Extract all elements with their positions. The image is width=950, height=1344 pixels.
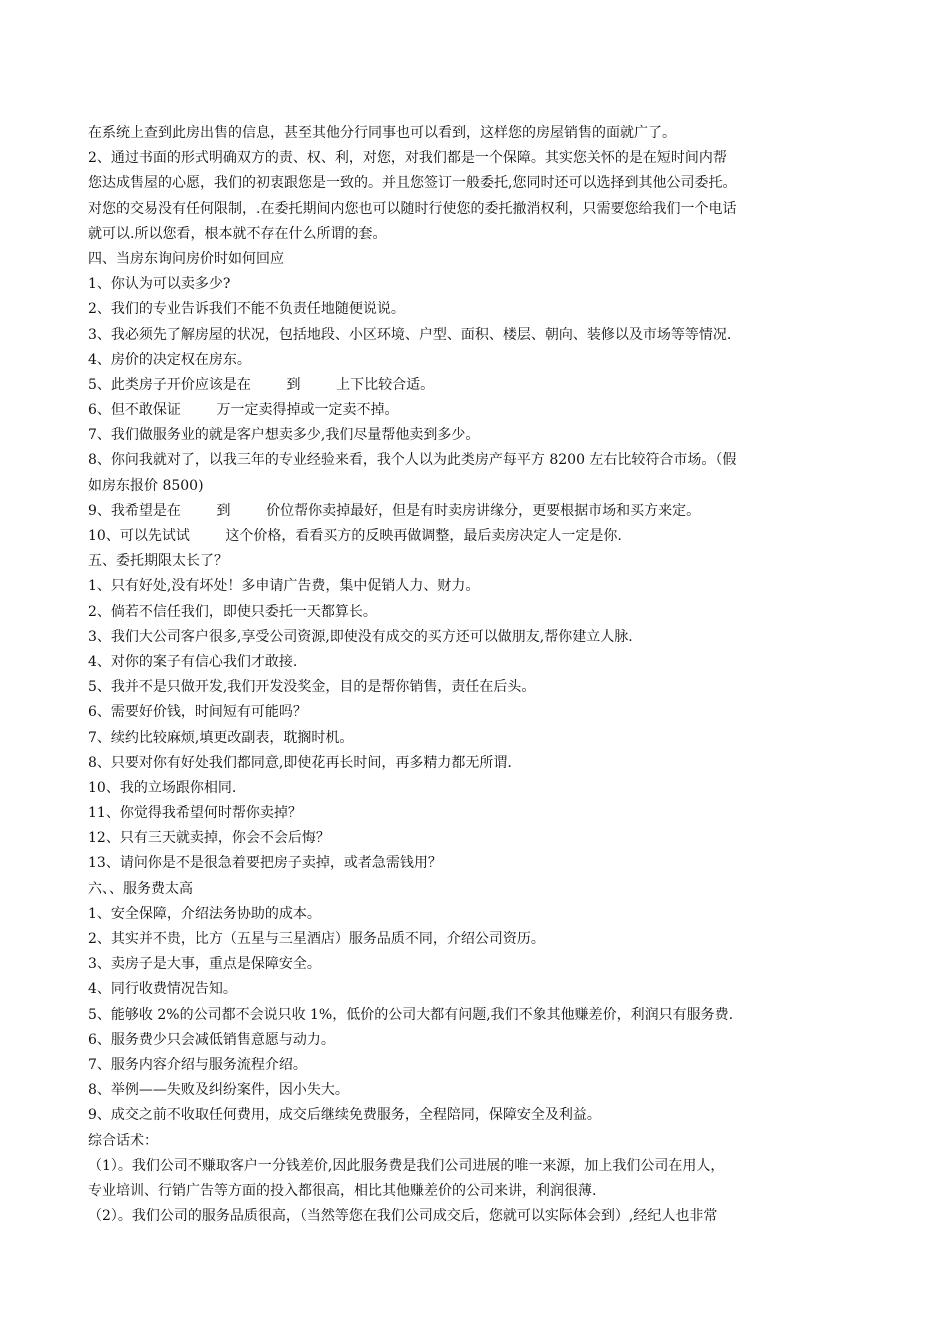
list-item: 4、对你的案子有信心我们才敢接. <box>88 653 298 670</box>
list-item: 8、只要对你有好处我们都同意,即使花再长时间，再多精力都无所谓. <box>88 754 512 771</box>
section-heading: 四、当房东询问房价时如何回应 <box>88 250 284 267</box>
text-line: 您达成售屋的心愿，我们的初衷跟您是一致的。并且您签订一般委托,您同时还可以选择到其他公司委托。 <box>88 175 737 192</box>
list-item: 6、但不敢保证 万一定卖得掉或一定卖不掉。 <box>88 402 399 419</box>
text-line: 如房东报价 8500) <box>88 477 204 494</box>
text-line: 2、通过书面的形式明确双方的责、权、利，对您，对我们都是一个保障。其实您关怀的是在短时间内帮 <box>88 150 727 167</box>
list-item: 4、同行收费情况告知。 <box>88 981 237 998</box>
list-item: 7、我们做服务业的就是客户想卖多少,我们尽量帮他卖到多少。 <box>88 427 480 444</box>
list-item: 3、我必须先了解房屋的状况，包括地段、小区环境、户型、面积、楼层、朝向、装修以及市场等等情况. <box>88 326 732 343</box>
section-heading: 综合话术： <box>88 1132 158 1149</box>
list-item: 7、续约比较麻烦,填更改副表，耽搁时机。 <box>88 729 354 746</box>
list-item: 5、我并不是只做开发,我们开发没奖金，目的是帮你销售，责任在后头。 <box>88 679 536 696</box>
text-line: 在系统上查到此房出售的信息，甚至其他分行同事也可以看到，这样您的房屋销售的面就广了。 <box>88 125 676 141</box>
list-item: 3、我们大公司客户很多,享受公司资源,即使没有成交的买方还可以做朋友,帮你建立人脉. <box>88 628 633 645</box>
list-item: 11、你觉得我希望何时帮你卖掉？ <box>88 805 302 822</box>
section-heading: 六、、服务费太高 <box>88 880 193 897</box>
list-item: 5、此类房子开价应该是在 到 上下比较合适。 <box>88 376 435 393</box>
text-line: 就可以.所以您看，根本就不存在什么所谓的套。 <box>88 225 387 242</box>
list-item: 1、安全保障，介绍法务协助的成本。 <box>88 905 321 922</box>
list-item: 2、我们的专业告诉我们不能不负责任地随便说说。 <box>88 301 405 318</box>
list-item: 1、只有好处,没有坏处！多申请广告费，集中促销人力、财力。 <box>88 578 480 595</box>
list-item: 8、你问我就对了，以我三年的专业经验来看，我个人以为此类房产每平方 8200 左右比较符合市场。（假 <box>88 452 737 469</box>
section-heading: 五、委托期限太长了？ <box>88 553 228 570</box>
list-item: 6、服务费少只会减低销售意愿与动力。 <box>88 1031 335 1048</box>
list-item: 5、能够收 2%的公司都不会说只收 1%，低价的公司大都有问题,我们不象其他赚差价，利润只有服务费. <box>88 1006 734 1023</box>
list-item: 9、我希望是在 到 价位帮你卖掉最好，但是有时卖房讲缘分，更要根据市场和买方来定。 <box>88 502 701 519</box>
list-item: 13、请问你是不是很急着要把房子卖掉，或者急需钱用？ <box>88 855 442 872</box>
list-item: 8、举例——失败及纠纷案件，因小失大。 <box>88 1082 349 1099</box>
list-item: 3、卖房子是大事，重点是保障安全。 <box>88 956 321 973</box>
list-item: 7、服务内容介绍与服务流程介绍。 <box>88 1056 307 1073</box>
text-line: 对您的交易没有任何限制，.在委托期间内您也可以随时行使您的委托撤消权利，只需要您给我们一个电话 <box>88 200 737 217</box>
list-item: 9、成交之前不收取任何费用，成交后继续免费服务，全程陪同，保障安全及利益。 <box>88 1107 601 1124</box>
list-item: 4、房价的决定权在房东。 <box>88 351 251 368</box>
list-item: 10、可以先试试 这个价格，看看买方的反映再做调整，最后卖房决定人一定是你. <box>88 528 622 544</box>
list-item: 1、你认为可以卖多少? <box>88 276 231 293</box>
text-line: （2）。我们公司的服务品质很高，（当然等您在我们公司成交后，您就可以实际体会到）,经纪人也非常 <box>88 1208 718 1225</box>
text-line: （1）。我们公司不赚取客户一分钱差价,因此服务费是我们公司进展的唯一来源，加上我们公司在用人， <box>88 1157 725 1174</box>
text-line: 专业培训、行销广告等方面的投入都很高，相比其他赚差价的公司来讲，利润很薄. <box>88 1182 597 1199</box>
list-item: 12、只有三天就卖掉，你会不会后悔？ <box>88 830 330 847</box>
list-item: 10、我的立场跟你相同. <box>88 779 237 796</box>
list-item: 2、其实并不贵，比方（五星与三星酒店）服务品质不同，介绍公司资历。 <box>88 931 545 947</box>
document-page <box>88 121 868 1229</box>
list-item: 6、需要好价钱，时间短有可能吗？ <box>88 704 307 721</box>
list-item: 2、倘若不信任我们，即使只委托一天都算长。 <box>88 603 377 620</box>
